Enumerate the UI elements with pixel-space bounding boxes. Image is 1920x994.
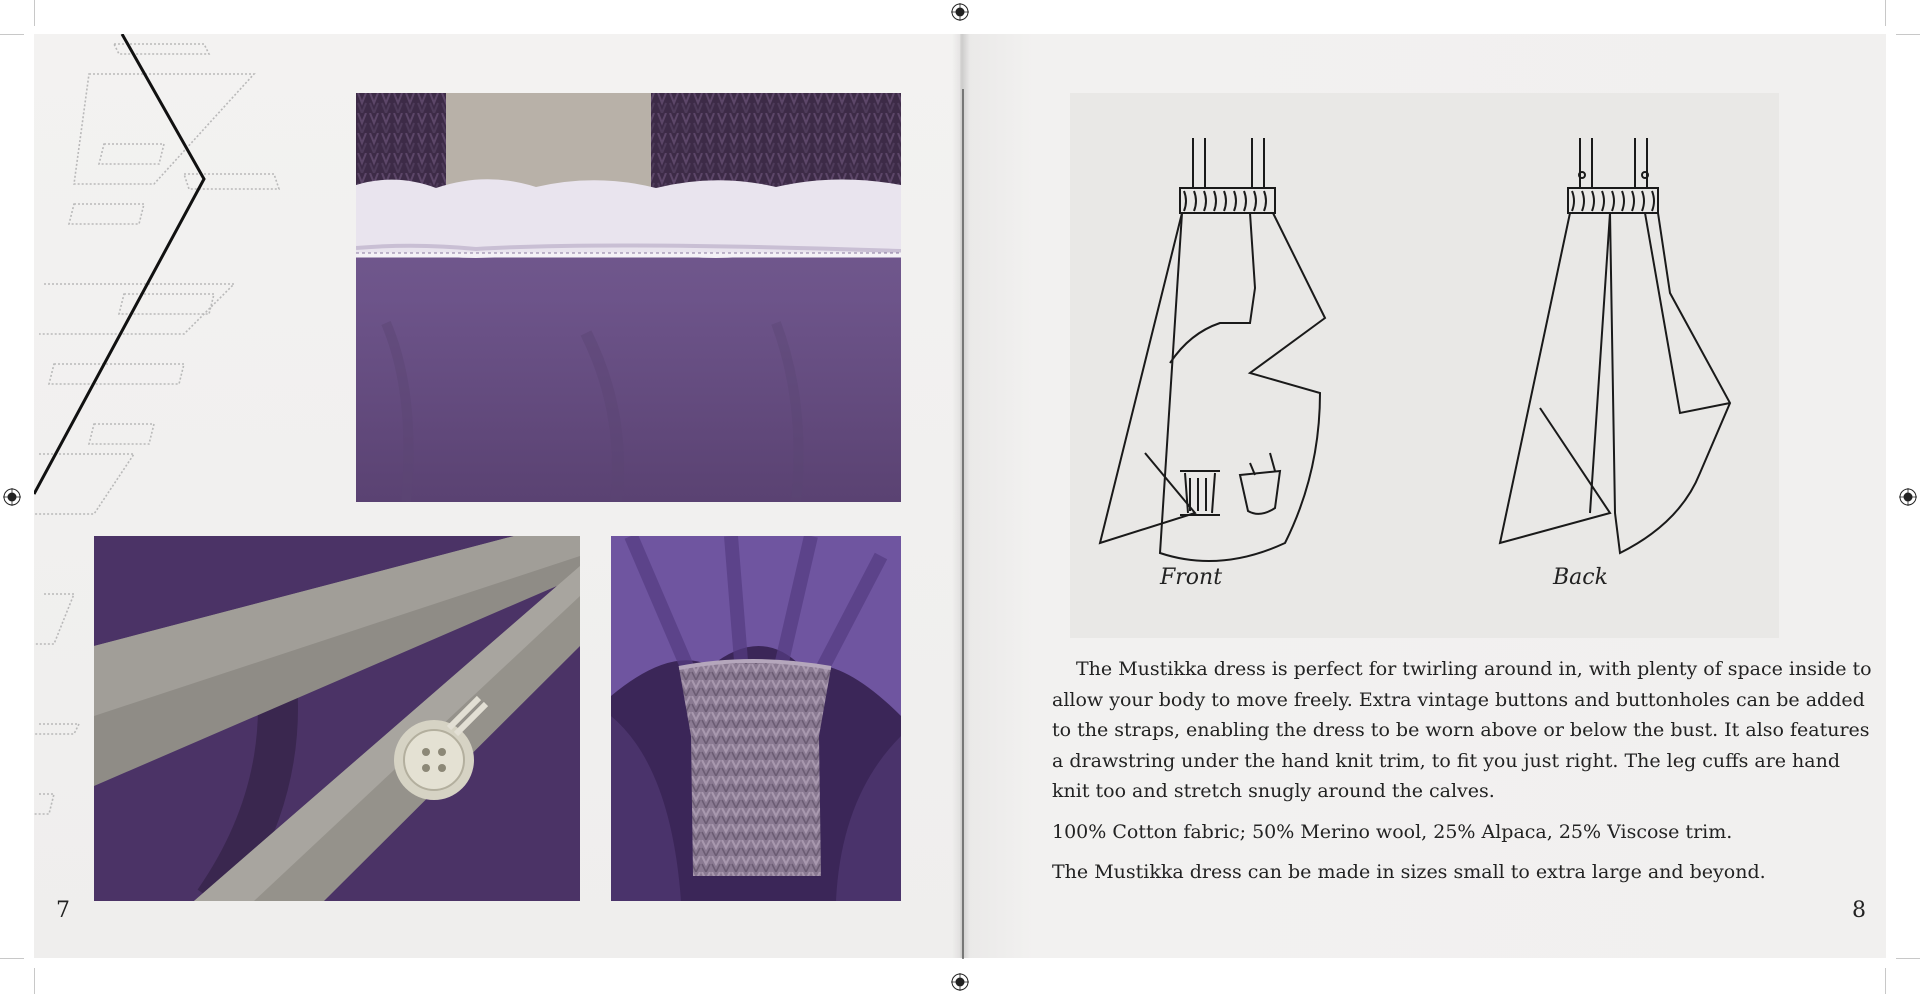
crop-mark-top-left xyxy=(34,0,35,26)
page-number-right: 8 xyxy=(1852,898,1866,923)
waistband-drawstring-photo xyxy=(356,93,901,502)
registration-mark-top-icon xyxy=(951,3,969,21)
right-page xyxy=(960,34,1886,958)
crop-mark-top-right xyxy=(1885,0,1886,26)
crop-mark-bottom-left xyxy=(34,968,35,994)
product-description xyxy=(1052,654,1882,898)
crop-mark-left-top xyxy=(0,34,24,35)
strap-button-photo xyxy=(94,536,580,901)
booklet-spread xyxy=(34,34,1886,958)
registration-mark-left-icon xyxy=(3,488,21,506)
crop-mark-left-bottom xyxy=(0,958,24,959)
crop-mark-right-bottom xyxy=(1896,958,1920,959)
left-page xyxy=(34,34,960,958)
crop-mark-right-top xyxy=(1896,34,1920,35)
zigzag-line xyxy=(34,34,204,494)
sizes-paragraph: The Mustikka dress can be made in sizes small to extra large and beyond. xyxy=(1052,861,1766,883)
registration-mark-right-icon xyxy=(1899,488,1917,506)
spread-gutter xyxy=(952,34,970,958)
fabric-content-paragraph: 100% Cotton fabric; 50% Merino wool, 25% Alpaca, 25% Viscose trim. xyxy=(1052,820,1733,843)
page-number-left: 7 xyxy=(56,898,70,923)
sketch-label-back: Back xyxy=(1553,565,1608,590)
registration-mark-bottom-icon xyxy=(951,973,969,991)
gutter-fold-line xyxy=(962,89,964,959)
description-paragraph: The Mustikka dress is perfect for twirling around in, with plenty of space inside to allow your body to move freely. Extra vintage buttons and buttonholes can be added to the straps, enabling the dress to be worn above or below the bust. It also features a drawstring under the hand knit trim, to fit you just right. The leg cuffs are hand knit too and stretch snugly around the calves. xyxy=(1052,658,1872,802)
knit-leg-cuff-photo xyxy=(611,536,901,901)
sketch-label-front: Front xyxy=(1160,565,1223,590)
crop-mark-bottom-right xyxy=(1885,968,1886,994)
dress-technical-sketch xyxy=(1070,93,1779,638)
